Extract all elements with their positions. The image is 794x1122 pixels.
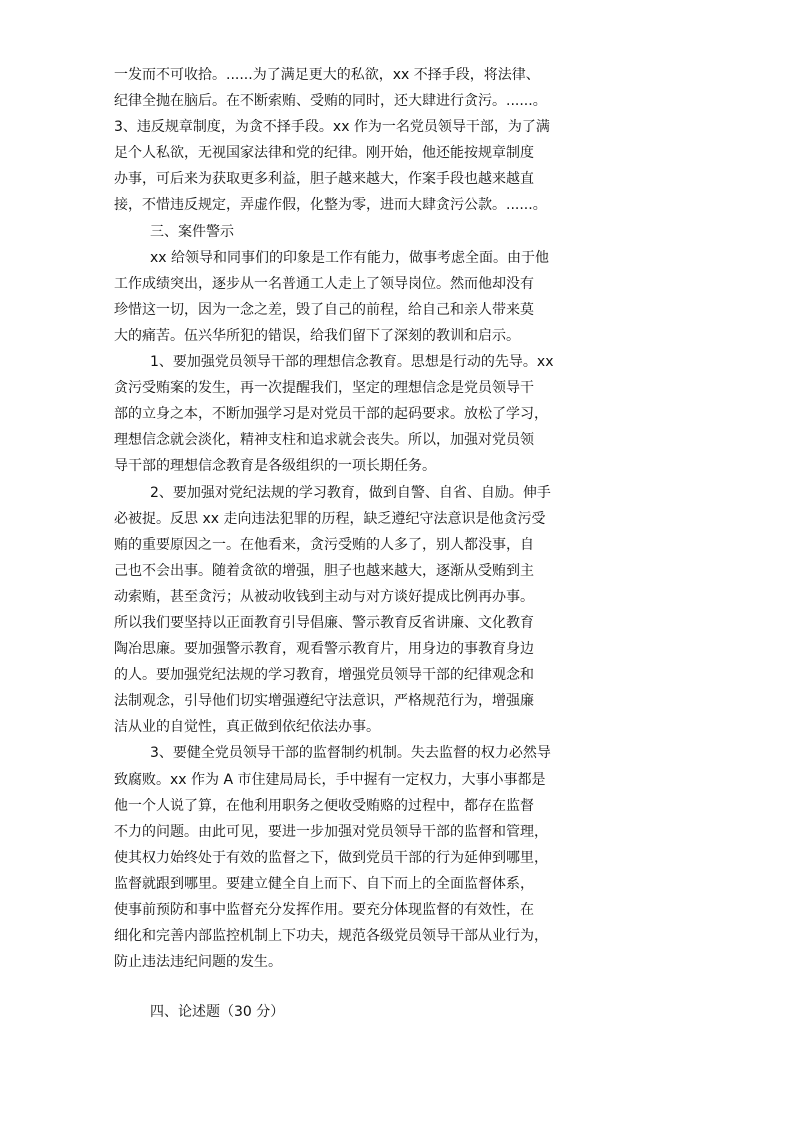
text-line: 贪污受贿案的发生，再一次提醒我们，坚定的理想信念是党员领导干 (114, 380, 534, 397)
text-line: 三、案件警示 (150, 223, 234, 240)
text-line: 的人。要加强党纪法规的学习教育，增强党员领导干部的纪律观念和 (114, 667, 534, 684)
text-line: 防止违法违纪问题的发生。 (114, 954, 282, 971)
text-line: 2、要加强对党纪法规的学习教育，做到自警、自省、自励。伸手 (150, 484, 551, 501)
text-line: 办事，可后来为获取更多利益，胆子越来越大，作案手段也越来越直 (114, 171, 534, 188)
text-line: 足个人私欲，无视国家法律和党的纪律。刚开始，他还能按规章制度 (114, 145, 534, 162)
text-line: 1、要加强党员领导干部的理想信念教育。思想是行动的先导。xx (150, 354, 554, 371)
text-line: 动索贿，甚至贪污；从被动收钱到主动与对方谈好提成比例再办事。 (114, 588, 534, 605)
text-line: 己也不会出事。随着贪欲的增强，胆子也越来越大，逐渐从受贿到主 (114, 562, 534, 579)
text-line: 必被捉。反思 xx 走向违法犯罪的历程，缺乏遵纪守法意识是他贪污受 (114, 510, 546, 527)
text-line: 致腐败。xx 作为 A 市住建局局长，手中握有一定权力，大事小事都是 (114, 771, 546, 788)
text-line: 使事前预防和事中监督充分发挥作用。要充分体现监督的有效性，在 (114, 902, 534, 918)
text-line: 陶冶思廉。要加强警示教育，观看警示教育片，用身边的事教育身边 (114, 641, 534, 658)
text-line: 一发而不可收拾。......为了满足更大的私欲，xx 不择手段，将法律、 (114, 67, 540, 83)
text-line: xx 给领导和同事们的印象是工作有能力，做事考虑全面。由于他 (150, 249, 550, 266)
text-line: 使其权力始终处于有效的监督之下，做到党员干部的行为延伸到哪里， (114, 849, 548, 866)
section-gap (114, 975, 554, 999)
text-line: 贿的重要原因之一。在他看来，贪污受贿的人多了，别人都没事，自 (114, 536, 534, 553)
section-heading-4: 四、论述题（30 分） (150, 1004, 285, 1021)
text-line: 部的立身之本，不断加强学习是对党员干部的起码要求。放松了学习， (114, 406, 548, 423)
text-line: 工作成绩突出，逐步从一名普通工人走上了领导岗位。然而他却没有 (114, 275, 534, 292)
text-line: 洁从业的自觉性，真正做到依纪依法办事。 (114, 719, 380, 736)
text-line: 他一个人说了算，在他利用职务之便收受贿赂的过程中，都存在监督 (114, 797, 534, 814)
text-line: 细化和完善内部监控机制上下功夫，规范各级党员领导干部从业行为， (114, 928, 548, 945)
text-line: 所以我们要坚持以正面教育引导倡廉、警示教育反省讲廉、文化教育 (114, 614, 534, 631)
text-line: 珍惜这一切，因为一念之差，毁了自己的前程，给自己和亲人带来莫 (114, 301, 534, 318)
text-line: 法制观念，引导他们切实增强遵纪守法意识，严格规范行为，增强廉 (114, 693, 534, 710)
text-line: 理想信念就会淡化，精神支柱和追求就会丧失。所以，加强对党员领 (114, 432, 534, 449)
text-line: 纪律全抛在脑后。在不断索贿、受贿的同时，还大肆进行贪污。......。 (114, 93, 547, 110)
paragraph-lines (114, 62, 554, 975)
text-line: 不力的问题。由此可见，要进一步加强对党员领导干部的监督和管理， (114, 823, 548, 840)
text-line: 大的痛苦。伍兴华所犯的错误，给我们留下了深刻的教训和启示。 (114, 327, 520, 344)
document-body (114, 62, 554, 1025)
text-line: 3、违反规章制度，为贪不择手段。xx 作为一名党员领导干部，为了满 (114, 119, 550, 136)
text-line: 导干部的理想信念教育是各级组织的一项长期任务。 (114, 458, 436, 475)
text-line: 接，不惜违反规定，弄虚作假，化整为零，进而大肆贪污公款。......。 (114, 197, 547, 214)
text-line: 3、要健全党员领导干部的监督制约机制。失去监督的权力必然导 (150, 745, 551, 762)
text-line: 监督就跟到哪里。要建立健全自上而下、自下而上的全面监督体系， (114, 875, 534, 892)
